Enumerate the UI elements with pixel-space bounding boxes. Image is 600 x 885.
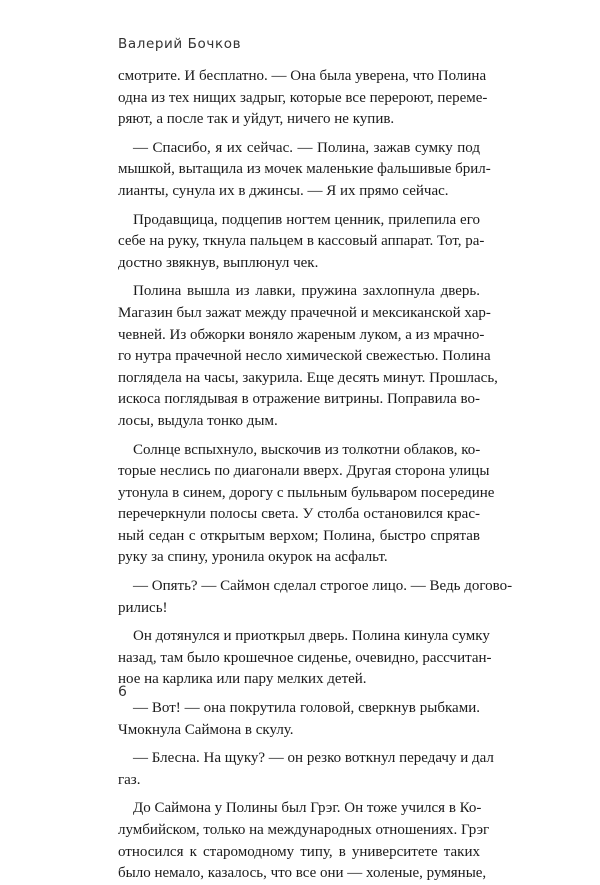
text-line: перечеркнули полосы света. У столба остановился крас- [118,506,480,523]
paragraph [118,626,492,691]
text-line: — Опять? — Саймон сделал строгое лицо. — Ведь догово- [133,578,513,595]
text-line: утонула в синем, дорогу с пыльным бульваром посередине [118,484,495,501]
text-line: Солнце вспыхнуло, выскочив из толкотни облаков, ко- [133,441,481,458]
paragraph [118,440,495,570]
text-line: лосы, выдула тонко дым. [118,412,278,429]
text-line: одна из тех нищих задрыг, которые все перероют, переме- [118,89,488,106]
text-line: — Блесна. На щуку? — он резко воткнул передачу и дал [133,750,494,767]
text-line: Он дотянулся и приоткрыл дверь. Полина кинула сумку [133,628,490,645]
text-line: торые неслись по диагонали вверх. Другая сторона улицы [118,463,490,480]
paragraph [118,698,480,741]
paragraph [118,138,491,203]
paragraph [118,281,498,432]
paragraph [118,798,490,884]
paragraph [118,576,513,619]
paragraph [118,748,494,791]
text-line: руку за спину, уронила окурок на асфальт. [118,549,388,566]
text-line: Полина вышла из лавки, пружина захлопнула дверь. [133,283,480,300]
text-line: поглядела на часы, закурила. Еще десять минут. Прошлась, [118,369,498,386]
body-text [118,66,513,885]
text-line: Магазин был зажат между прачечной и мексиканской хар- [118,304,491,321]
text-line: ряют, а после так и уйдут, ничего не купив. [118,111,395,128]
paragraph [118,66,488,131]
text-line: Чмокнула Саймона в скулу. [118,721,294,738]
text-line: было немало, казалось, что все они — холеные, румяные, [118,865,487,882]
text-line: ное на карлика или пару мелких детей. [118,671,367,688]
text-line: рились! [118,599,168,616]
paragraph [118,210,485,275]
text-line: себе на руку, ткнула пальцем в кассовый аппарат. Тот, ра- [118,233,485,250]
text-line: назад, там было крошечное сиденье, очевидно, рассчитан- [118,649,492,666]
text-line: смотрите. И бесплатно. — Она была уверена, что Полина [118,68,487,84]
page-number: 6 [118,684,127,700]
text-line: — Спасибо, я их сейчас. — Полина, зажав сумку под [133,139,480,156]
text-line: лианты, сунула их в джинсы. — Я их прямо сейчас. [118,182,449,199]
text-line: достно звякнув, выплюнул чек. [118,254,319,271]
running-header: Валерий Бочков [118,36,242,52]
text-line: — Вот! — она покрутила головой, сверкнув рыбками. [133,700,480,717]
text-line: искоса поглядывая в отражение витрины. Поправила во- [118,391,480,408]
text-line: лумбийском, только на международных отношениях. Грэг [118,822,490,838]
text-line: Продавщица, подцепив ногтем ценник, прилепила его [133,211,480,228]
text-line: чевней. Из обжорки воняло жареным луком, а из мрачно- [118,326,485,343]
text-line: ный седан с открытым верхом; Полина, быстро спрятав [118,527,480,544]
text-line: До Саймона у Полины был Грэг. Он тоже учился в Ко- [133,800,482,817]
text-line: газ. [118,771,141,788]
text-line: го нутра прачечной несло химической свежестью. Полина [118,348,491,365]
text-line: мышкой, вытащила из мочек маленькие фальшивые брил- [118,161,491,178]
text-line: относился к старомодному типу, в университете таких [118,843,480,860]
